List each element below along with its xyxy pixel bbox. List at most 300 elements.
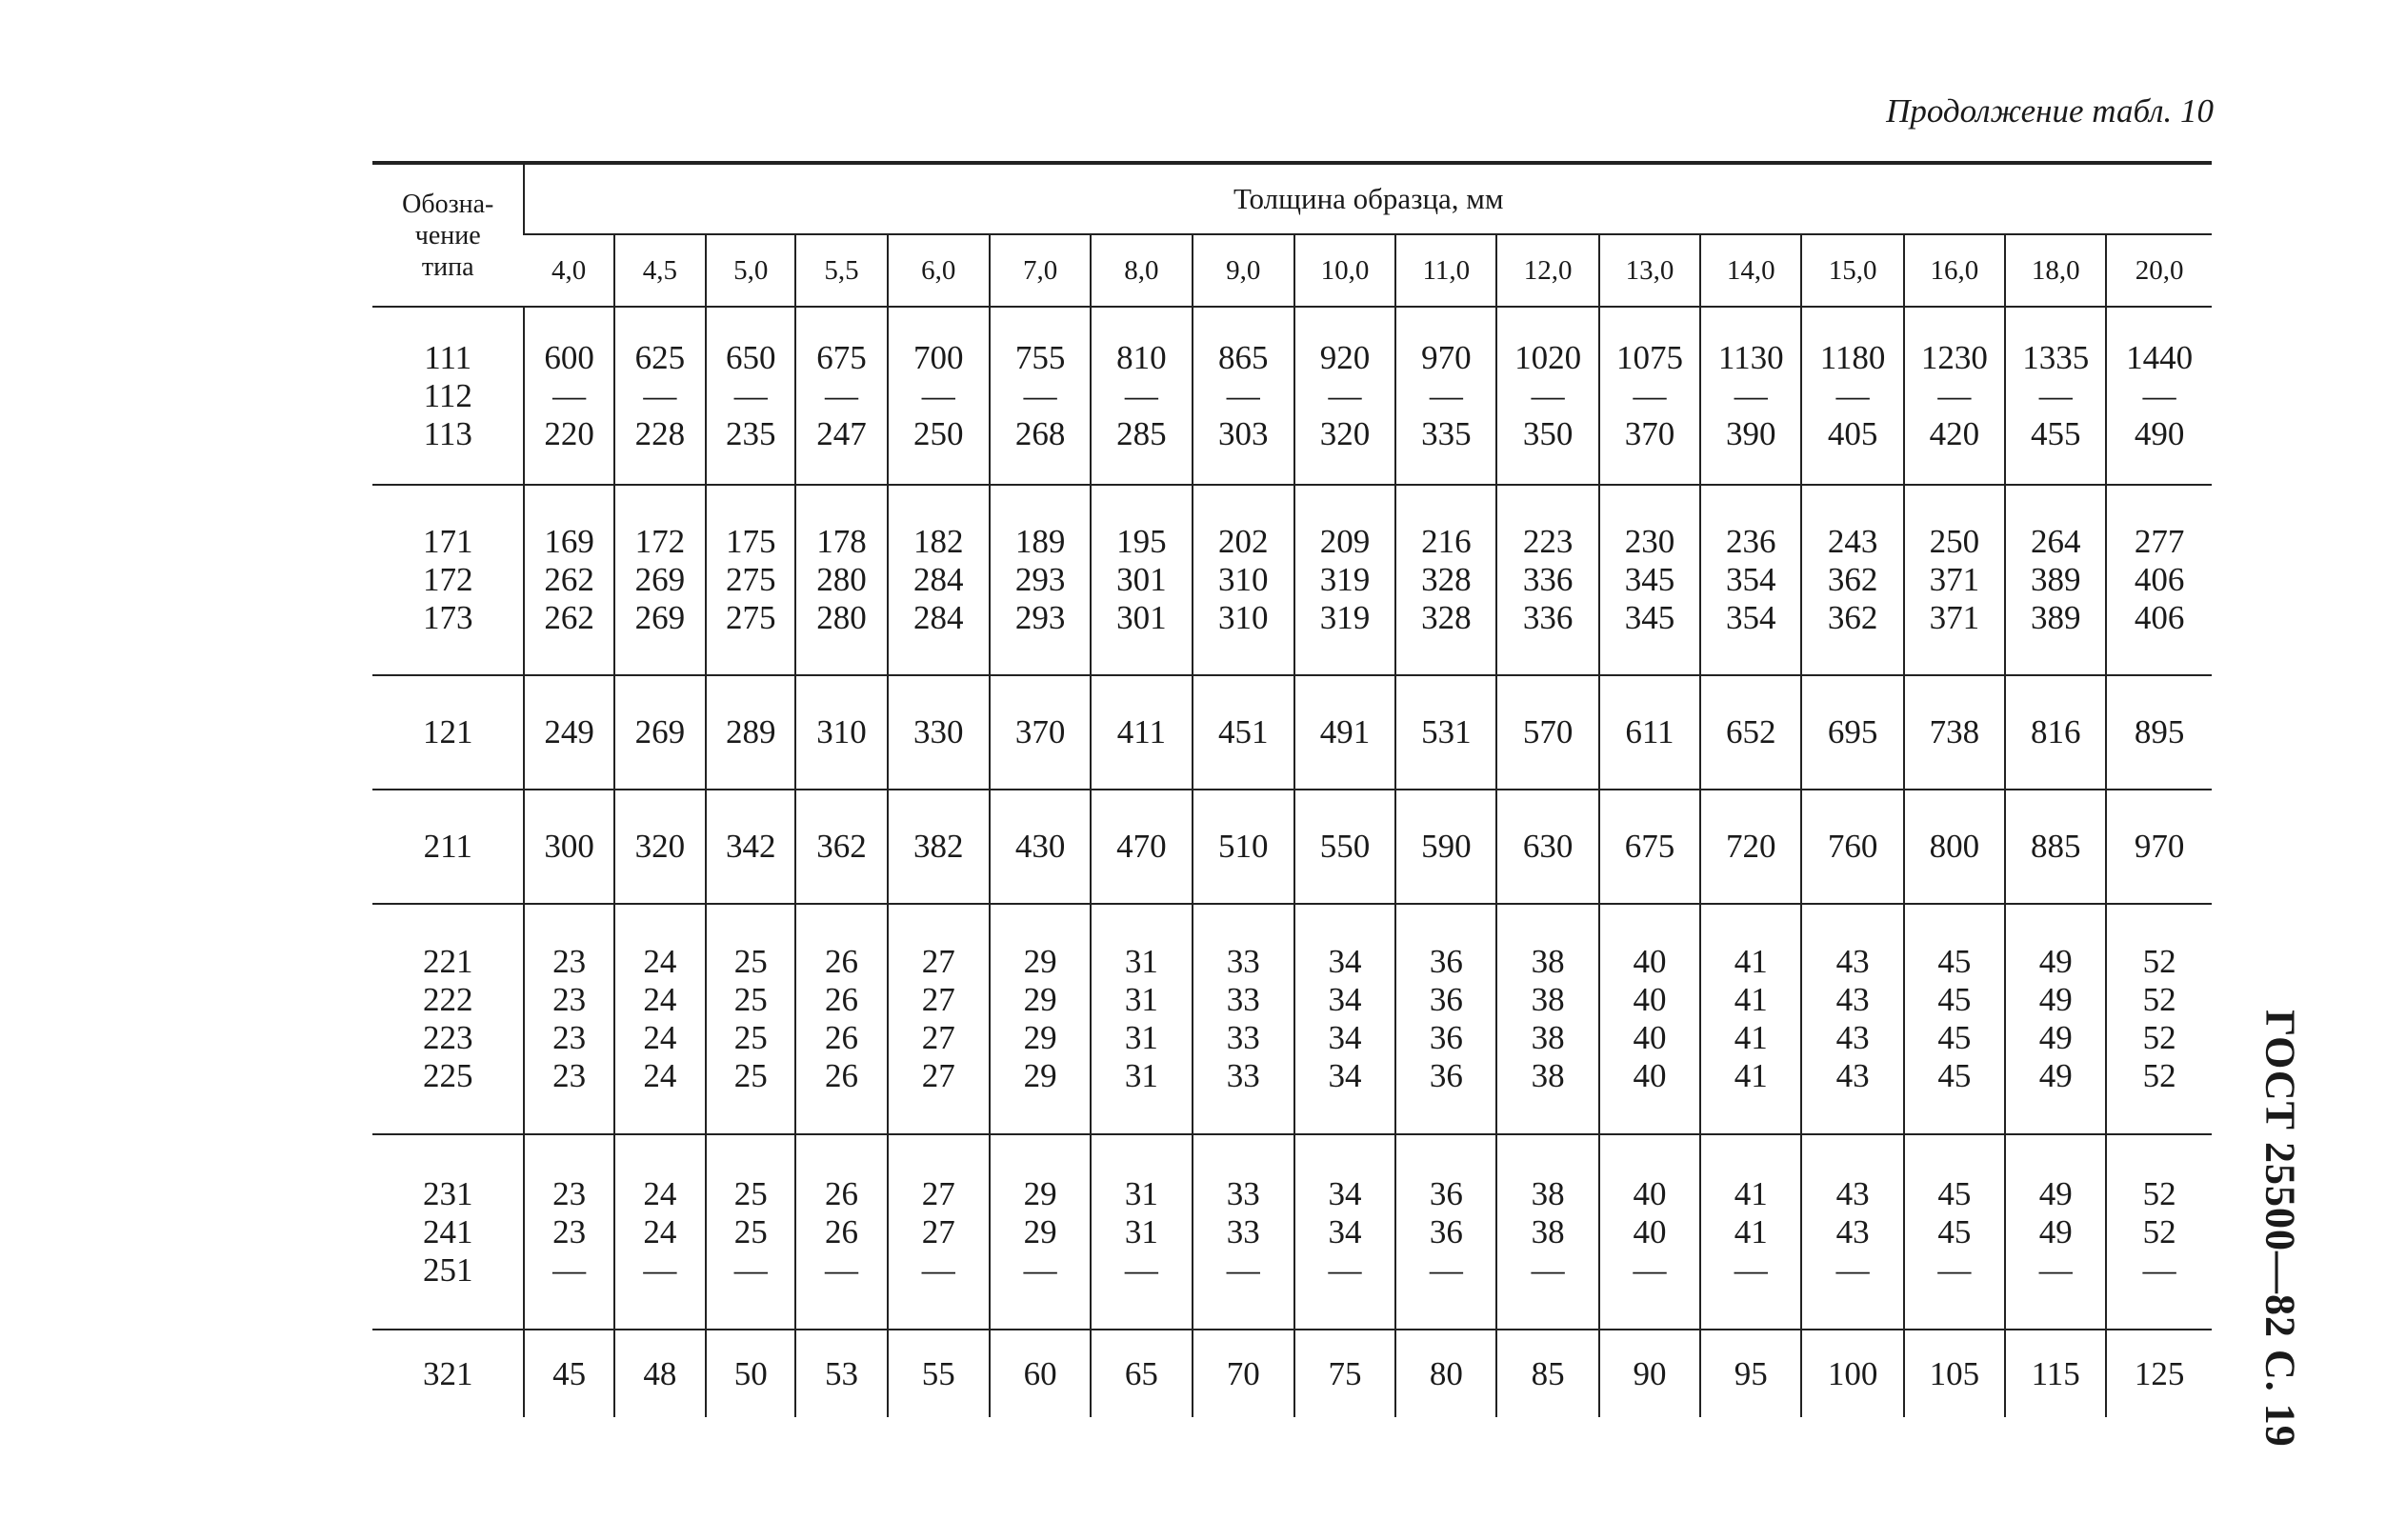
cell-value: 510 — [1217, 828, 1269, 865]
cell-value: 34 — [1328, 1174, 1362, 1212]
cell-value: 342 — [725, 828, 776, 865]
thickness-column-header: 5,5 — [795, 234, 887, 307]
cell-value: 195 — [1116, 523, 1167, 560]
cell-value: 280 — [816, 561, 867, 598]
cell-value: 26 — [824, 1174, 858, 1212]
cell-value: — — [1023, 1250, 1057, 1289]
cell-value: 34 — [1328, 1019, 1362, 1056]
cell-value: 405 — [1827, 414, 1878, 452]
cell-value: 268 — [1014, 414, 1066, 452]
cell-value: — — [2142, 1250, 2176, 1289]
cell-value: 700 — [913, 338, 964, 376]
thickness-column-header: 9,0 — [1193, 234, 1294, 307]
table-row-group — [372, 485, 2212, 675]
cell-value: 865 — [1217, 338, 1269, 376]
cell-value: 285 — [1116, 414, 1167, 452]
value-cell — [990, 790, 1091, 904]
cell-value: 430 — [1014, 828, 1066, 865]
type-header-line: типа — [421, 251, 474, 282]
cell-value: — — [824, 376, 858, 414]
type-designation-cell — [372, 790, 524, 904]
type-code: 221 — [422, 943, 473, 980]
type-header-line: чение — [414, 220, 481, 250]
thickness-column-header: 20,0 — [2106, 234, 2212, 307]
value-cell — [1395, 485, 1496, 675]
cell-value: 31 — [1124, 1057, 1158, 1094]
cell-value: 43 — [1835, 981, 1870, 1018]
cell-value: 26 — [824, 943, 858, 980]
value-cell — [1193, 790, 1294, 904]
cell-value: 52 — [2142, 1174, 2176, 1212]
value-cell — [1496, 790, 1598, 904]
value-cell — [990, 1134, 1091, 1330]
cell-value: 80 — [1429, 1354, 1463, 1392]
cell-value: 354 — [1726, 599, 1776, 636]
cell-value: 45 — [1937, 1057, 1972, 1094]
cell-value: 38 — [1531, 1174, 1565, 1212]
cell-value: 970 — [2134, 828, 2185, 865]
cell-value: — — [1429, 376, 1463, 414]
cell-value: 345 — [1624, 599, 1675, 636]
cell-value: — — [1531, 376, 1565, 414]
cell-value: 920 — [1319, 338, 1371, 376]
value-cell — [1904, 485, 2005, 675]
cell-value: 24 — [643, 1174, 677, 1212]
cell-value: — — [1429, 1250, 1463, 1289]
cell-value: 235 — [725, 414, 776, 452]
cell-value: 335 — [1421, 414, 1472, 452]
cell-value: 816 — [2030, 713, 2081, 750]
cell-value: — — [2142, 376, 2176, 414]
cell-value: 243 — [1827, 523, 1878, 560]
type-designation-cell — [372, 307, 524, 485]
type-code: 121 — [422, 713, 473, 750]
cell-value: — — [1226, 1250, 1260, 1289]
cell-value: 390 — [1726, 414, 1776, 452]
value-cell — [795, 485, 887, 675]
cell-value: 885 — [2030, 828, 2081, 865]
cell-value: 55 — [921, 1354, 955, 1392]
thickness-column-header: 14,0 — [1700, 234, 1801, 307]
value-cell — [2106, 1134, 2212, 1330]
cell-value: 24 — [643, 1212, 677, 1250]
value-cell — [1599, 675, 1700, 790]
cell-value: — — [1835, 376, 1870, 414]
value-cell — [990, 307, 1091, 485]
value-cell — [1395, 1330, 1496, 1417]
cell-value: 49 — [2038, 1057, 2073, 1094]
cell-value: — — [2038, 376, 2073, 414]
cell-value: — — [1124, 1250, 1158, 1289]
cell-value: 49 — [2038, 1019, 2073, 1056]
cell-value: 247 — [816, 414, 867, 452]
cell-value: 389 — [2030, 561, 2081, 598]
cell-value: 31 — [1124, 1212, 1158, 1250]
thickness-column-header: 5,0 — [706, 234, 795, 307]
cell-value: 800 — [1929, 828, 1980, 865]
cell-value: 362 — [816, 828, 867, 865]
value-cell — [990, 675, 1091, 790]
value-cell — [2005, 307, 2106, 485]
cell-value: 310 — [1217, 599, 1269, 636]
cell-value: 320 — [634, 828, 686, 865]
value-cell — [1599, 1330, 1700, 1417]
cell-value: 41 — [1734, 981, 1768, 1018]
cell-value: 105 — [1929, 1354, 1980, 1392]
cell-value: 652 — [1726, 713, 1776, 750]
value-cell — [1091, 1134, 1192, 1330]
value-cell — [2005, 485, 2106, 675]
value-cell — [1091, 307, 1192, 485]
cell-value: 250 — [1929, 523, 1980, 560]
value-cell — [1496, 1134, 1598, 1330]
type-code: 231 — [422, 1174, 473, 1212]
cell-value: 49 — [2038, 943, 2073, 980]
value-cell — [990, 904, 1091, 1134]
value-cell — [795, 1330, 887, 1417]
value-cell — [2005, 904, 2106, 1134]
cell-value: 48 — [643, 1354, 677, 1392]
value-cell — [1801, 904, 1903, 1134]
type-code: 223 — [422, 1019, 473, 1056]
type-code: 241 — [422, 1212, 473, 1250]
value-cell — [990, 1330, 1091, 1417]
cell-value: — — [1226, 376, 1260, 414]
value-cell — [1294, 1134, 1395, 1330]
value-cell — [1193, 307, 1294, 485]
cell-value: — — [733, 376, 768, 414]
value-cell — [1091, 904, 1192, 1134]
cell-value: — — [1937, 1250, 1972, 1289]
table-row-group — [372, 1330, 2212, 1417]
cell-value: 220 — [544, 414, 594, 452]
cell-value: 38 — [1531, 981, 1565, 1018]
cell-value: 280 — [816, 599, 867, 636]
cell-value: 23 — [552, 943, 587, 980]
cell-value: 269 — [634, 561, 686, 598]
cell-value: 41 — [1734, 943, 1768, 980]
cell-value: 895 — [2134, 713, 2185, 750]
cell-value: 125 — [2134, 1354, 2185, 1392]
cell-value: 43 — [1835, 1174, 1870, 1212]
cell-value: 1020 — [1514, 338, 1582, 376]
cell-value: 33 — [1226, 943, 1260, 980]
cell-value: — — [733, 1250, 768, 1289]
value-cell — [1193, 675, 1294, 790]
cell-value: 41 — [1734, 1019, 1768, 1056]
value-cell — [1395, 1134, 1496, 1330]
specimen-table — [372, 161, 2212, 1417]
value-cell — [888, 1134, 990, 1330]
cell-value: 570 — [1522, 713, 1574, 750]
cell-value: 45 — [1937, 943, 1972, 980]
value-cell — [1294, 904, 1395, 1134]
value-cell — [2005, 675, 2106, 790]
value-cell — [614, 1330, 706, 1417]
value-cell — [1193, 1330, 1294, 1417]
cell-value: 189 — [1014, 523, 1066, 560]
cell-value: 38 — [1531, 943, 1565, 980]
cell-value: 675 — [1624, 828, 1675, 865]
thickness-column-header: 6,0 — [888, 234, 990, 307]
cell-value: 43 — [1835, 1057, 1870, 1094]
cell-value: 23 — [552, 1057, 587, 1094]
value-cell — [888, 790, 990, 904]
value-cell — [1599, 485, 1700, 675]
value-cell — [524, 904, 613, 1134]
value-cell — [1294, 307, 1395, 485]
cell-value: 85 — [1531, 1354, 1565, 1392]
cell-value: 345 — [1624, 561, 1675, 598]
value-cell — [1700, 485, 1801, 675]
cell-value: 1230 — [1920, 338, 1988, 376]
cell-value: 1440 — [2126, 338, 2194, 376]
thickness-column-header: 15,0 — [1801, 234, 1903, 307]
value-cell — [1395, 904, 1496, 1134]
type-code: 251 — [422, 1250, 473, 1289]
cell-value: 755 — [1014, 338, 1066, 376]
value-cell — [1599, 307, 1700, 485]
cell-value: 455 — [2030, 414, 2081, 452]
cell-value: — — [921, 376, 955, 414]
value-cell — [614, 790, 706, 904]
cell-value: 40 — [1633, 1174, 1667, 1212]
cell-value: — — [643, 1250, 677, 1289]
cell-value: 115 — [2031, 1354, 2080, 1392]
cell-value: — — [1328, 376, 1362, 414]
cell-value: 100 — [1827, 1354, 1878, 1392]
cell-value: — — [2038, 1250, 2073, 1289]
value-cell — [1801, 790, 1903, 904]
cell-value: 336 — [1522, 561, 1574, 598]
value-cell — [1496, 307, 1598, 485]
cell-value: — — [1835, 1250, 1870, 1289]
type-designation-cell — [372, 485, 524, 675]
cell-value: 29 — [1023, 1174, 1057, 1212]
cell-value: 451 — [1217, 713, 1269, 750]
cell-value: 25 — [733, 1212, 768, 1250]
cell-value: 269 — [634, 713, 686, 750]
cell-value: 34 — [1328, 1212, 1362, 1250]
thickness-header: Толщина образца, мм — [524, 163, 2212, 234]
cell-value: 250 — [913, 414, 964, 452]
value-cell — [1700, 904, 1801, 1134]
value-cell — [1496, 1330, 1598, 1417]
cell-value: — — [921, 1250, 955, 1289]
cell-value: 491 — [1319, 713, 1371, 750]
cell-value: 36 — [1429, 1057, 1463, 1094]
value-cell — [524, 675, 613, 790]
value-cell — [2106, 675, 2212, 790]
value-cell — [1904, 904, 2005, 1134]
cell-value: 33 — [1226, 1019, 1260, 1056]
cell-value: 262 — [544, 561, 594, 598]
thickness-column-header: 4,5 — [614, 234, 706, 307]
cell-value: 303 — [1217, 414, 1269, 452]
cell-value: 45 — [552, 1354, 587, 1392]
cell-value: 33 — [1226, 981, 1260, 1018]
cell-value: 27 — [921, 1057, 955, 1094]
cell-value: 328 — [1421, 561, 1472, 598]
value-cell — [1091, 1330, 1192, 1417]
cell-value: 249 — [544, 713, 594, 750]
cell-value: 25 — [733, 1019, 768, 1056]
cell-value: 40 — [1633, 981, 1667, 1018]
cell-value: 531 — [1421, 713, 1472, 750]
cell-value: 301 — [1116, 599, 1167, 636]
value-cell — [1801, 307, 1903, 485]
value-cell — [1700, 307, 1801, 485]
cell-value: 40 — [1633, 1212, 1667, 1250]
cell-value: 362 — [1827, 561, 1878, 598]
type-designation-cell — [372, 675, 524, 790]
type-code: 172 — [422, 561, 473, 598]
thickness-column-header: 16,0 — [1904, 234, 2005, 307]
type-code: 211 — [423, 828, 472, 865]
value-cell — [1801, 485, 1903, 675]
cell-value: 45 — [1937, 1019, 1972, 1056]
value-cell — [706, 307, 795, 485]
value-cell — [888, 904, 990, 1134]
value-cell — [1599, 790, 1700, 904]
cell-value: 625 — [634, 338, 686, 376]
value-cell — [1193, 485, 1294, 675]
value-cell — [1599, 1134, 1700, 1330]
cell-value: — — [552, 1250, 587, 1289]
value-cell — [888, 485, 990, 675]
cell-value: 34 — [1328, 981, 1362, 1018]
value-cell — [1801, 1134, 1903, 1330]
cell-value: 216 — [1421, 523, 1472, 560]
cell-value: 29 — [1023, 1057, 1057, 1094]
table-row-group — [372, 1134, 2212, 1330]
cell-value: 223 — [1522, 523, 1574, 560]
cell-value: — — [1633, 1250, 1667, 1289]
cell-value: 26 — [824, 1019, 858, 1056]
value-cell — [1496, 485, 1598, 675]
value-cell — [524, 307, 613, 485]
value-cell — [1395, 790, 1496, 904]
value-cell — [706, 1330, 795, 1417]
cell-value: 810 — [1116, 338, 1167, 376]
thickness-column-header: 13,0 — [1599, 234, 1700, 307]
type-code: 111 — [424, 338, 472, 376]
cell-value: 330 — [913, 713, 964, 750]
cell-value: 1130 — [1717, 338, 1784, 376]
cell-value: 275 — [725, 599, 776, 636]
cell-value: 60 — [1023, 1354, 1057, 1392]
cell-value: 301 — [1116, 561, 1167, 598]
cell-value: 172 — [634, 523, 686, 560]
cell-value: 650 — [725, 338, 776, 376]
cell-value: 25 — [733, 981, 768, 1018]
cell-value: 293 — [1014, 561, 1066, 598]
cell-value: 45 — [1937, 1174, 1972, 1212]
cell-value: 43 — [1835, 1019, 1870, 1056]
cell-value: 49 — [2038, 1174, 2073, 1212]
standard-page-title: ГОСТ 25500—82 С. 19 — [2256, 1010, 2304, 1448]
value-cell — [614, 307, 706, 485]
cell-value: 75 — [1328, 1354, 1362, 1392]
cell-value: 95 — [1734, 1354, 1768, 1392]
value-cell — [1904, 1134, 2005, 1330]
cell-value: 43 — [1835, 943, 1870, 980]
cell-value: 25 — [733, 943, 768, 980]
cell-value: 23 — [552, 1019, 587, 1056]
thickness-column-header: 11,0 — [1395, 234, 1496, 307]
cell-value: 284 — [913, 599, 964, 636]
value-cell — [706, 485, 795, 675]
cell-value: 49 — [2038, 1212, 2073, 1250]
value-cell — [614, 1134, 706, 1330]
type-code: 171 — [422, 523, 473, 560]
value-cell — [1294, 790, 1395, 904]
value-cell — [2005, 1330, 2106, 1417]
cell-value: 40 — [1633, 1019, 1667, 1056]
value-cell — [795, 307, 887, 485]
cell-value: 411 — [1116, 713, 1166, 750]
value-cell — [1599, 904, 1700, 1134]
cell-value: 370 — [1624, 414, 1675, 452]
value-cell — [2106, 1330, 2212, 1417]
cell-value: — — [1328, 1250, 1362, 1289]
cell-value: — — [552, 376, 587, 414]
cell-value: 590 — [1421, 828, 1472, 865]
cell-value: 336 — [1522, 599, 1574, 636]
cell-value: 738 — [1929, 713, 1980, 750]
cell-value: 27 — [921, 943, 955, 980]
cell-value: 29 — [1023, 1212, 1057, 1250]
cell-value: 970 — [1421, 338, 1472, 376]
cell-value: 34 — [1328, 1057, 1362, 1094]
cell-value: 209 — [1319, 523, 1371, 560]
value-cell — [524, 790, 613, 904]
value-cell — [706, 904, 795, 1134]
cell-value: 41 — [1734, 1212, 1768, 1250]
table-row-group — [372, 904, 2212, 1134]
cell-value: 50 — [733, 1354, 768, 1392]
cell-value: 550 — [1319, 828, 1371, 865]
value-cell — [706, 1134, 795, 1330]
cell-value: 362 — [1827, 599, 1878, 636]
cell-value: 26 — [824, 1057, 858, 1094]
cell-value: 289 — [725, 713, 776, 750]
cell-value: 175 — [725, 523, 776, 560]
cell-value: — — [1023, 376, 1057, 414]
value-cell — [795, 904, 887, 1134]
value-cell — [2005, 1134, 2106, 1330]
cell-value: — — [824, 1250, 858, 1289]
cell-value: 23 — [552, 1174, 587, 1212]
value-cell — [795, 1134, 887, 1330]
value-cell — [1801, 675, 1903, 790]
cell-value: 41 — [1734, 1057, 1768, 1094]
type-designation-cell — [372, 1330, 524, 1417]
type-code: 173 — [422, 599, 473, 636]
cell-value: 230 — [1624, 523, 1675, 560]
value-cell — [888, 307, 990, 485]
cell-value: 29 — [1023, 981, 1057, 1018]
type-code: 112 — [423, 376, 472, 414]
cell-value: 29 — [1023, 943, 1057, 980]
value-cell — [1904, 675, 2005, 790]
cell-value: 284 — [913, 561, 964, 598]
cell-value: 178 — [816, 523, 867, 560]
thickness-column-header: 7,0 — [990, 234, 1091, 307]
value-cell — [2106, 904, 2212, 1134]
cell-value: 262 — [544, 599, 594, 636]
cell-value: 202 — [1217, 523, 1269, 560]
